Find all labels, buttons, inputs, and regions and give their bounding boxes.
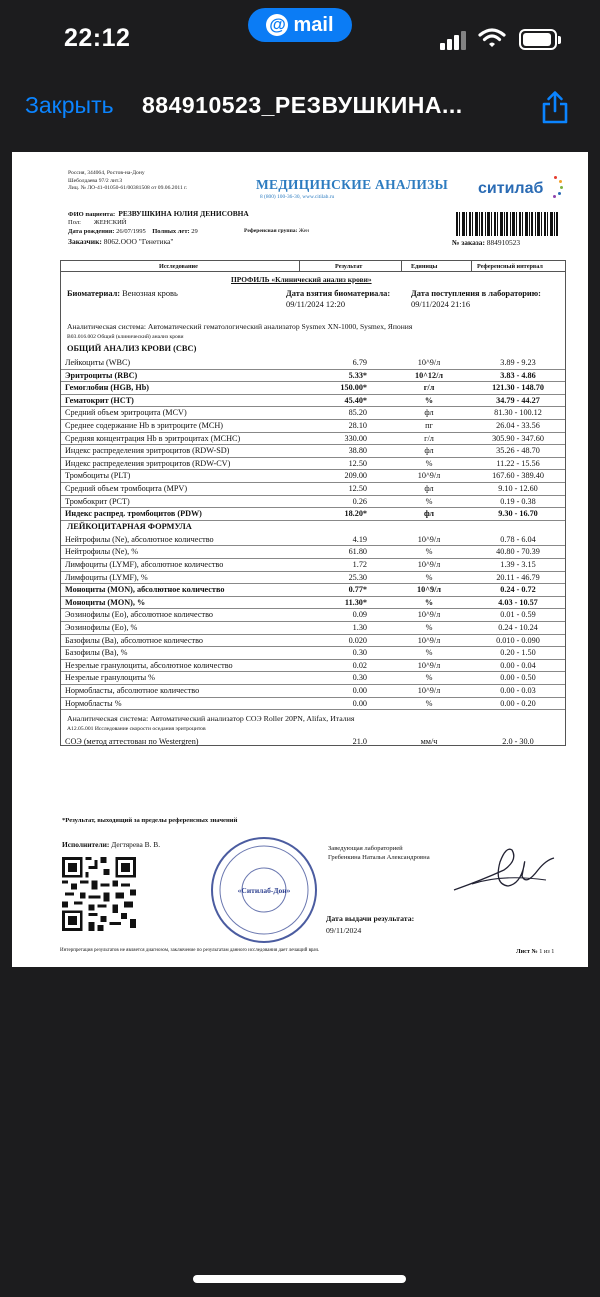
cell-unit: %	[425, 623, 433, 632]
cell-ref: 3.83 - 4.86	[500, 370, 536, 380]
cell-value: 0.26	[352, 496, 367, 506]
cell-name: Средний объем тромбоцита (MPV)	[65, 484, 188, 493]
cell-ref: 0.00 - 0.03	[500, 686, 536, 695]
cell-name: Нейтрофилы (Ne), абсолютное количество	[65, 534, 214, 544]
cell-unit: 10^12/л	[414, 370, 443, 380]
cell-ref: 0.00 - 0.50	[500, 673, 536, 683]
cell-value: 6.79	[352, 358, 367, 367]
cell-name: Гематокрит (HCT)	[65, 395, 134, 405]
cell-name: Лимфоциты (LYMF), %	[65, 572, 148, 582]
reference-group: Референсная группа: Жен	[244, 228, 310, 234]
analyzer-hematology: Аналитическая система: Автоматический гематологический анализатор Sysmex XN-1000, Sysmex, Япония	[67, 322, 413, 331]
cell-unit: %	[425, 673, 433, 683]
received-label: Дата поступления в лабораторию:	[411, 289, 541, 298]
wifi-icon	[478, 27, 506, 49]
close-button[interactable]: Закрыть	[25, 92, 114, 118]
cell-unit: пг	[425, 421, 433, 430]
cell-ref: 0.24 - 10.24	[498, 623, 538, 632]
cell-value: 150.00*	[340, 383, 367, 393]
cell-ref: 305.90 - 347.60	[492, 433, 544, 443]
cell-unit: 10^9/л	[417, 471, 441, 481]
cell-name: Лейкоциты (WBC)	[65, 358, 131, 367]
cell-value: 0.020	[348, 635, 367, 645]
cell-ref: 9.30 - 16.70	[498, 509, 538, 519]
cell-name: Базофилы (Ba), %	[65, 648, 128, 658]
cell-ref: 11.22 - 15.56	[496, 458, 540, 468]
cell-ref: 20.11 - 46.79	[496, 572, 540, 582]
received-value: 09/11/2024 21:16	[411, 300, 471, 309]
cell-unit: %	[425, 572, 433, 582]
cell-unit: фл	[424, 408, 434, 418]
cell-ref: 26.04 - 33.56	[496, 421, 540, 430]
cell-ref: 0.24 - 0.72	[500, 585, 536, 595]
cell-value: 1.30	[352, 623, 367, 632]
lab-stamp	[208, 834, 320, 946]
cell-name: Эозинофилы (Eo), абсолютное количество	[65, 610, 213, 620]
cell-ref: 121.30 - 148.70	[492, 383, 544, 393]
cell-name: Эозинофилы (Eo), %	[65, 623, 138, 632]
test-code-esr: A12.05.001 Исследование скорости оседания эритроцитов	[67, 726, 206, 732]
sample-taken-label: Дата взятия биоматериала:	[286, 289, 391, 298]
cell-name: Моноциты (MON), %	[65, 597, 146, 607]
cell-value: 0.30	[352, 648, 367, 658]
cell-ref: 0.19 - 0.38	[500, 496, 536, 506]
cell-ref: 0.78 - 6.04	[500, 534, 536, 544]
sample-taken-value: 09/11/2024 12:20	[286, 300, 346, 309]
results-table	[60, 260, 566, 746]
cell-unit: 10^9/л	[417, 560, 441, 569]
at-icon: @	[266, 14, 288, 36]
lab-report-document[interactable]	[12, 152, 588, 967]
qr-code	[62, 857, 136, 931]
status-bar	[0, 0, 600, 80]
cell-ref: 167.60 - 389.40	[492, 471, 544, 481]
cell-ref: 35.26 - 48.70	[496, 446, 540, 456]
section-leukocyte-formula: ЛЕЙКОЦИТАРНАЯ ФОРМУЛА	[67, 521, 192, 531]
cell-name: Гемоглобин (HGB, Hb)	[65, 383, 150, 393]
customer: Заказчик: 8062.ООО "Генетика"	[68, 237, 174, 246]
issue-date-label: Дата выдачи результата:	[326, 914, 415, 923]
cell-ref: 81.30 - 100.12	[494, 408, 542, 418]
cell-value: 5.33*	[348, 370, 367, 380]
cell-value: 0.00	[352, 698, 367, 708]
cell-unit: 10^9/л	[417, 635, 441, 645]
cell-name: Моноциты (MON), абсолютное количество	[65, 585, 225, 595]
issue-date-value: 09/11/2024	[326, 926, 362, 935]
cell-value: 0.00	[352, 686, 367, 695]
patient-info: ФИО пациента: РЕЗВУШКИНА ЮЛИЯ ДЕНИСОВНА Пол: ЖЕНСКИЙ Дата рождения: 26/07/1995 Полных лет: 29	[68, 209, 249, 235]
cell-name: Средняя концентрация Hb в эритроцитах (MCHC)	[65, 433, 241, 443]
cell-ref: 0.00 - 0.04	[500, 660, 536, 670]
cell-value: 61.80	[348, 547, 367, 557]
cell-name: Незрелые гранулоциты, абсолютное количество	[65, 660, 233, 670]
cell-value: 11.30*	[344, 597, 367, 607]
battery-icon	[519, 29, 557, 50]
cell-unit: %	[425, 547, 433, 557]
cell-ref: 0.20 - 1.50	[500, 648, 536, 658]
section-cbc: ОБЩИЙ АНАЛИЗ КРОВИ (CBC)	[67, 344, 197, 353]
cell-unit: фл	[424, 446, 434, 456]
row-divider	[61, 520, 565, 521]
cell-value: 45.40*	[344, 395, 367, 405]
cell-value: 38.80	[348, 446, 367, 456]
cell-name: Нормобласты %	[65, 698, 122, 708]
profile-title: ПРОФИЛЬ «Клинический анализ крови»	[231, 275, 372, 284]
cell-unit: 10^9/л	[417, 585, 441, 595]
cell-unit: фл	[424, 484, 434, 493]
cell-name: Незрелые гранулоциты %	[65, 673, 155, 683]
cell-name: Индекс распред. тромбоцитов (PDW)	[65, 509, 202, 519]
cell-value: 12.50	[348, 484, 367, 493]
cell-ref: 0.00 - 0.20	[500, 698, 536, 708]
clock: 22:12	[64, 24, 131, 52]
cell-unit: %	[425, 458, 433, 468]
cell-unit: %	[424, 395, 434, 405]
cell-value: 12.50	[348, 458, 367, 468]
row-divider	[61, 709, 565, 710]
executor: Исполнители: Дегтярева В. В.	[62, 840, 161, 849]
cell-value: 330.00	[344, 433, 367, 443]
order-number: № заказа: 884910523	[452, 238, 521, 247]
cell-ref: 3.89 - 9.23	[500, 358, 536, 367]
test-code-cbc: B03.016.002 Общий (клинический) анализ крови	[67, 334, 184, 340]
brand-title: МЕДИЦИНСКИЕ АНАЛИЗЫ	[256, 177, 449, 192]
cell-unit: %	[425, 698, 433, 708]
barcode	[456, 212, 558, 236]
home-indicator[interactable]	[193, 1275, 406, 1283]
cell-unit: %	[425, 648, 433, 658]
mail-app-pill[interactable]	[248, 8, 352, 42]
out-of-range-note: *Результат, выходящий за пределы референсных значений	[62, 817, 238, 824]
cell-name: Среднее содержание Hb в эритроците (MCH)	[65, 421, 224, 430]
citilab-logo: ситилаб	[478, 180, 544, 197]
brand-phone: 8 (800) 100-36-30, www.citilab.ru	[260, 194, 335, 200]
logo-dots-icon	[552, 176, 564, 198]
cell-ref: 0.01 - 0.59	[500, 610, 536, 620]
mail-label: mail	[293, 13, 334, 36]
analyzer-esr: Аналитическая система: Автоматический анализатор СОЭ Roller 20PN, Alifax, Италия	[67, 714, 355, 723]
cell-value: 0.77*	[348, 585, 367, 595]
cell-unit: %	[424, 597, 434, 607]
col-result: Результат	[335, 263, 363, 270]
cell-name: Индекс распределения эритроцитов (RDW-SD)	[65, 446, 230, 456]
cell-name: Тромбокрит (PCT)	[65, 496, 130, 506]
cell-name: Базофилы (Ba), абсолютное количество	[65, 635, 204, 645]
col-unit: Единицы	[411, 263, 438, 270]
cell-ref: 0.010 - 0.090	[496, 635, 540, 645]
cell-value: 25.30	[348, 572, 367, 582]
share-icon[interactable]	[540, 90, 570, 124]
cell-value: 4.19	[352, 534, 367, 544]
cell-name: Индекс распределения эритроцитов (RDW-CV)	[65, 458, 231, 468]
lab-head: Заведующая лабораторией Гребенкина Наталья Александровна	[328, 845, 430, 861]
footer-disclaimer: Интерпретация результатов не является диагнозом, заключение по результатам данного исследования дает лечащий врач.	[60, 948, 320, 953]
table-row-esr: СОЭ (метод аттестован по Westergren) 21.0 мм/ч 2.0 - 30.0	[65, 737, 534, 746]
cell-ref: 4.03 - 10.57	[498, 597, 538, 607]
cell-ref: 9.10 - 12.60	[498, 484, 538, 493]
cell-ref: 40.80 - 70.39	[496, 547, 540, 557]
sheet-number: Лист № 1 из 1	[516, 948, 555, 955]
lab-address: Россия, 344064, Ростов-на-Дону Шеболдаева 97/2 лит.З Лиц. № ЛО-41-01050-61/00381508 от 09.06.2011 г.	[68, 170, 188, 192]
cell-name: Лимфоциты (LYMF), абсолютное количество	[65, 560, 224, 569]
cell-value: 28.10	[348, 421, 367, 430]
biomaterial: Биоматериал: Венозная кровь	[67, 289, 178, 298]
stamp-text: «Ситилаб-Дон»	[237, 886, 291, 895]
cell-unit: 10^9/л	[417, 358, 441, 367]
document-title: 884910523_РЕЗВУШКИНА...	[142, 92, 463, 118]
cell-value: 0.02	[352, 660, 367, 670]
col-test: Исследование	[159, 263, 198, 270]
handwritten-signature	[442, 840, 560, 902]
cell-name: Эритроциты (RBC)	[65, 370, 138, 380]
cell-name: Нормобласты, абсолютное количество	[65, 686, 200, 695]
cell-unit: 10^9/л	[417, 534, 441, 544]
cell-name: Средний объем эритроцита (MCV)	[65, 408, 187, 418]
cell-value: 18.20*	[344, 509, 367, 519]
cell-value: 1.72	[352, 560, 367, 569]
patient-name: РЕЗВУШКИНА ЮЛИЯ ДЕНИСОВНА	[118, 209, 249, 218]
cell-name: Нейтрофилы (Ne), %	[65, 547, 139, 557]
cell-unit: %	[425, 496, 433, 506]
cell-unit: 10^9/л	[417, 660, 441, 670]
cell-unit: 10^9/л	[417, 686, 441, 695]
cell-unit: г/л	[423, 383, 435, 393]
cell-unit: г/л	[424, 433, 434, 443]
cell-value: 0.09	[352, 610, 367, 620]
cell-unit: 10^9/л	[417, 610, 441, 620]
col-ref: Референсный интервал	[477, 263, 543, 270]
nav-bar	[0, 80, 600, 136]
table-header	[61, 261, 565, 272]
cell-ref: 34.79 - 44.27	[496, 395, 540, 405]
cell-value: 0.30	[352, 673, 367, 683]
cell-unit: фл	[423, 509, 435, 519]
cellular-signal-icon	[440, 30, 466, 50]
cell-name: Тромбоциты (PLT)	[65, 471, 131, 481]
cell-value: 85.20	[348, 408, 367, 418]
cell-ref: 1.39 - 3.15	[500, 560, 536, 569]
cell-value: 209.00	[344, 471, 367, 481]
